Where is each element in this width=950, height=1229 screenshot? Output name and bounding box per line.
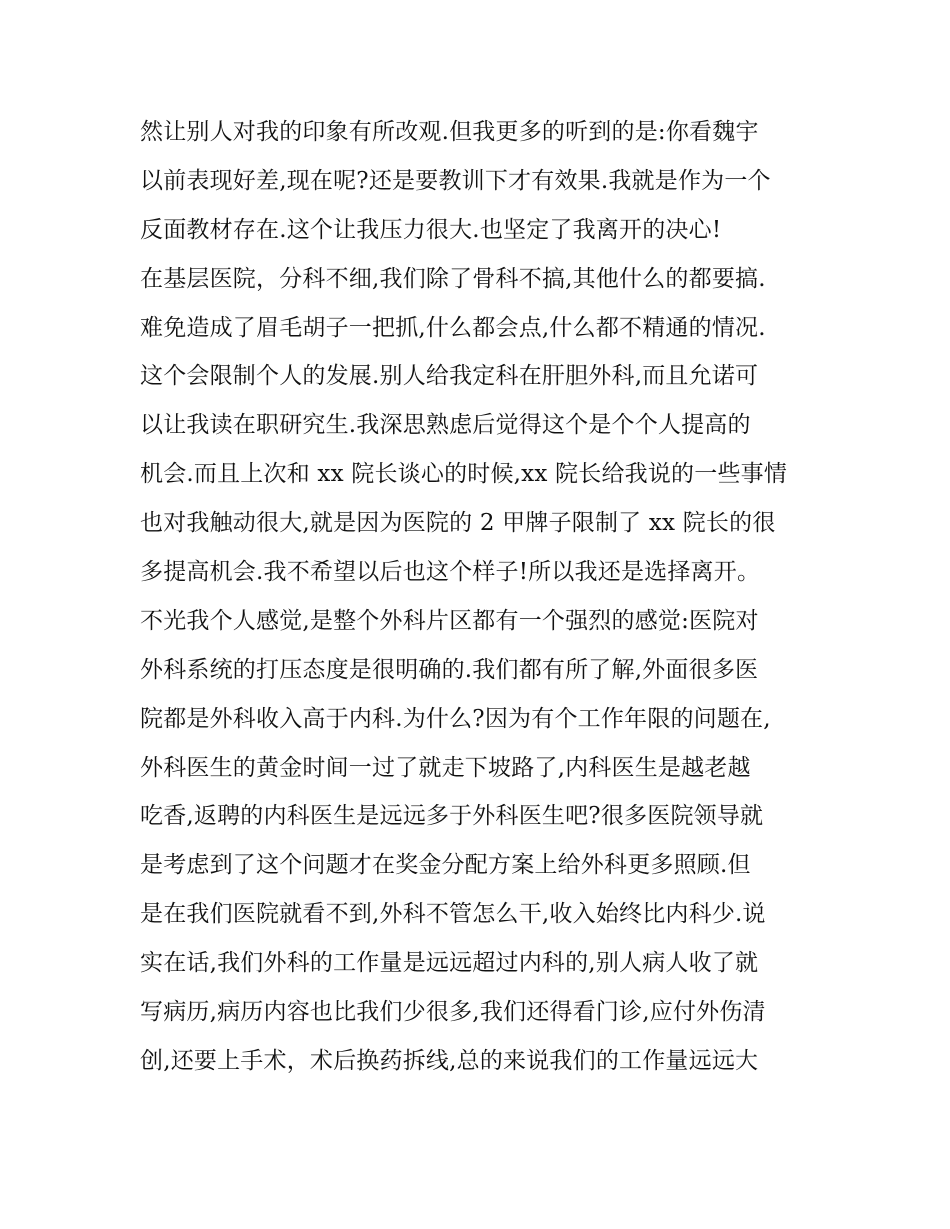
text-line: 实在话,我们外科的工作量是远远超过内科的,别人病人收了就 [140, 950, 759, 977]
text-line: 难免造成了眉毛胡子一把抓,什么都会点,什么都不精通的情况. [140, 314, 766, 341]
text-line: 创,还要上手术，术后换药拆线,总的来说我们的工作量远远大 [140, 1047, 759, 1074]
text-line: 吃香,返聘的内科医生是远远多于外科医生吧?很多医院领导就 [140, 803, 764, 830]
text-line: 也对我触动很大,就是因为医院的 2 甲牌子限制了 xx 院长的很 [140, 510, 776, 537]
text-line: 多提高机会.我不希望以后也这个样子!所以我还是选择离开。 [140, 559, 761, 586]
text-line: 反面教材存在.这个让我压力很大.也坚定了我离开的决心! [140, 216, 722, 243]
text-line: 这个会限制个人的发展.别人给我定科在肝胆外科,而且允诺可 [140, 363, 759, 390]
text-line: 在基层医院，分科不细,我们除了骨科不搞,其他什么的都要搞. [140, 265, 766, 292]
text-line: 是考虑到了这个问题才在奖金分配方案上给外科更多照顾.但 [140, 852, 751, 879]
text-line: 然让别人对我的印象有所改观.但我更多的听到的是:你看魏宇 [140, 119, 759, 145]
text-line: 不光我个人感觉,是整个外科片区都有一个强烈的感觉:医院对 [140, 607, 759, 634]
text-line: 院都是外科收入高于内科.为什么?因为有个工作年限的问题在, [140, 705, 771, 732]
text-line: 外科系统的打压态度是很明确的.我们都有所了解,外面很多医 [140, 656, 759, 683]
text-line: 以前表现好差,现在呢?还是要教训下才有效果.我就是作为一个 [140, 167, 771, 194]
text-line: 写病历,病历内容也比我们少很多,我们还得看门诊,应付外伤清 [140, 999, 766, 1026]
text-line: 外科医生的黄金时间一过了就走下坡路了,内科医生是越老越 [140, 754, 751, 781]
text-line: 以让我读在职研究生.我深思熟虑后觉得这个是个个人提高的 [140, 412, 751, 439]
text-line: 是在我们医院就看不到,外科不管怎么干,收入始终比内科少.说 [140, 901, 766, 928]
body-text [140, 108, 820, 1086]
text-line: 机会.而且上次和 xx 院长谈心的时候,xx 院长给我说的一些事情 [140, 461, 788, 488]
